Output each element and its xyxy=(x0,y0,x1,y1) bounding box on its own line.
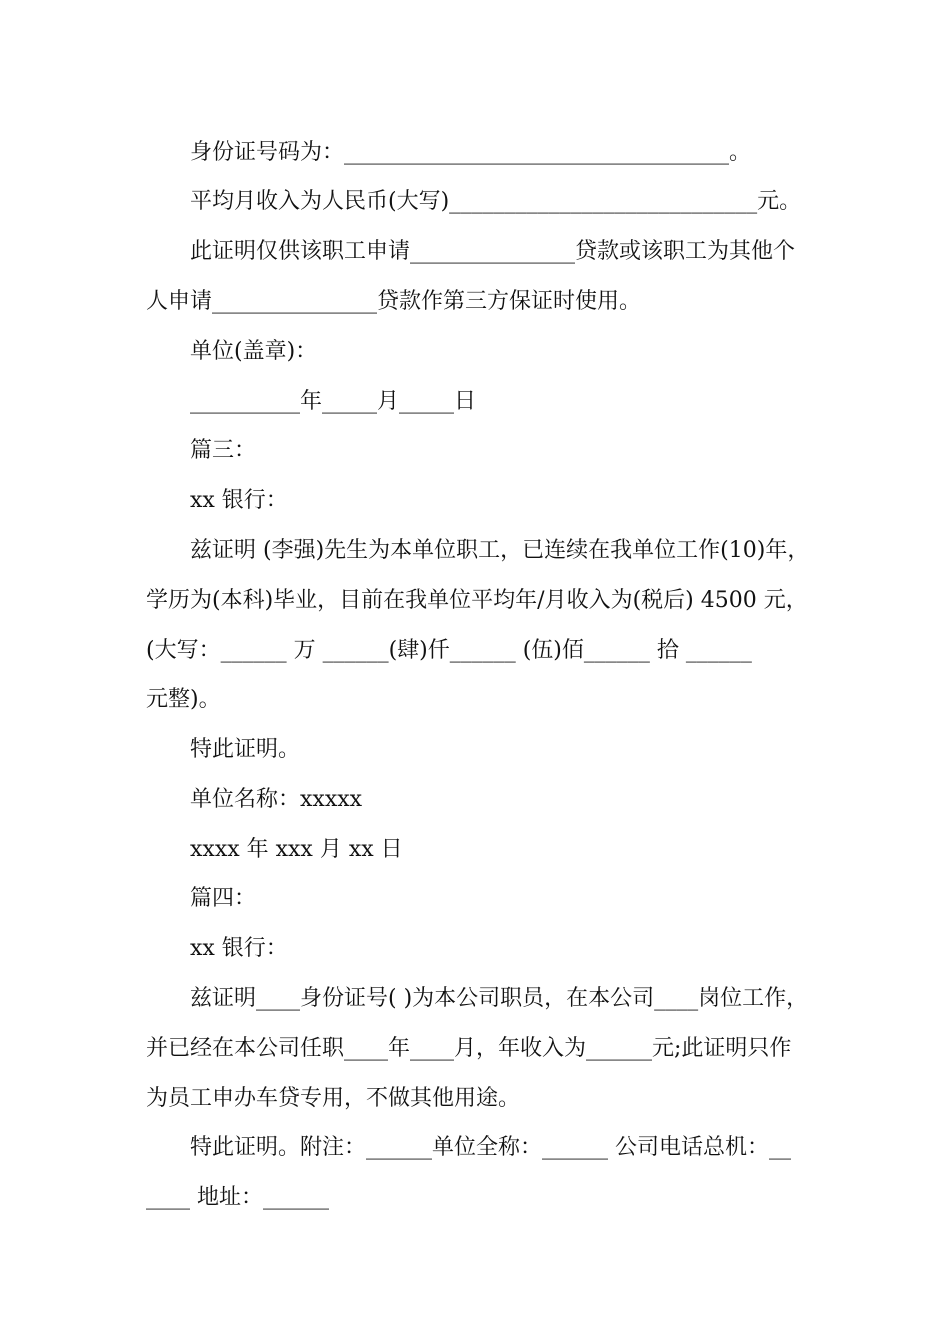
section-four-heading: 篇四： xyxy=(190,886,257,911)
purpose-line-1: 此证明仅供该职工申请_______________贷款或该职工为其他个 xyxy=(190,239,796,264)
date-blank-line: __________年_____月_____日 xyxy=(190,389,477,414)
certify-line-4: 元整)。 xyxy=(146,687,221,712)
note-line-1: 特此证明。附注：______单位全称：______ 公司电话总机：__ xyxy=(190,1135,791,1160)
bank-salutation-2: xx 银行： xyxy=(190,936,288,961)
certify-employee-line-1: 兹证明____身份证号( )为本公司职员，在本公司____岗位工作， xyxy=(190,986,809,1011)
certify-line-3: (大写：______ 万 ______(肆)仟______ (伍)佰______ 拾 ______ xyxy=(146,638,752,663)
certify-employee-line-3: 为员工申办车贷专用，不做其他用途。 xyxy=(146,1086,521,1111)
note-line-2: ____ 地址：______ xyxy=(146,1185,329,1210)
purpose-line-2: 人申请_______________贷款作第三方保证时使用。 xyxy=(146,289,642,314)
certify-line-1: 兹证明 (李强)先生为本单位职工，已连续在我单位工作(10)年， xyxy=(190,538,810,563)
certify-employee-line-2: 并已经在本公司任职____年____月，年收入为______元;此证明只作 xyxy=(146,1036,792,1061)
hereby-certify: 特此证明。 xyxy=(190,737,301,762)
id-number-line: 身份证号码为：___________________________________。 xyxy=(190,140,752,165)
unit-name-line: 单位名称：xxxxx xyxy=(190,787,363,812)
date-line: xxxx 年 xxx 月 xx 日 xyxy=(190,837,403,862)
monthly-income-line: 平均月收入为人民币(大写)____________________________元。 xyxy=(190,189,802,214)
unit-seal-line: 单位(盖章)： xyxy=(190,339,318,364)
section-three-heading: 篇三： xyxy=(190,438,257,463)
bank-salutation: xx 银行： xyxy=(190,488,288,513)
certify-line-2: 学历为(本科)毕业，目前在我单位平均年/月收入为(税后) 4500 元， xyxy=(146,588,808,613)
